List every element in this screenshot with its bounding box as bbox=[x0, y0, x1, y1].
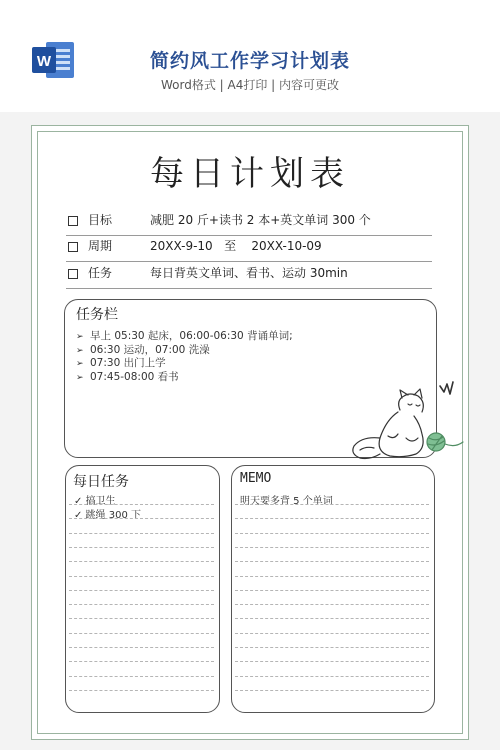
writing-line bbox=[69, 504, 214, 505]
memo-title: MEMO bbox=[240, 471, 272, 486]
writing-line bbox=[235, 633, 429, 634]
list-item: ➢ 07:45-08:00 看书 bbox=[76, 371, 293, 385]
task-panel-title: 任务栏 bbox=[76, 307, 118, 323]
writing-line bbox=[235, 604, 429, 605]
task-list bbox=[76, 330, 293, 384]
writing-line bbox=[69, 647, 214, 648]
arrow-bullet-icon: ➢ bbox=[76, 332, 84, 342]
header-subtitle: Word格式 | A4打印 | 内容可更改 bbox=[160, 78, 340, 92]
writing-line bbox=[235, 647, 429, 648]
info-value: 每日背英文单词、看书、运动 30min bbox=[150, 266, 348, 280]
writing-line bbox=[235, 518, 429, 519]
list-item: 明天要多背 5 个单词 bbox=[240, 496, 333, 507]
writing-line bbox=[235, 661, 429, 662]
writing-line bbox=[235, 504, 429, 505]
checkbox-icon[interactable] bbox=[68, 242, 78, 252]
info-row-goal bbox=[66, 209, 432, 236]
writing-line bbox=[235, 590, 429, 591]
writing-line bbox=[69, 576, 214, 577]
writing-line bbox=[235, 618, 429, 619]
info-value: 减肥 20 斤+读书 2 本+英文单词 300 个 bbox=[150, 213, 371, 227]
page-header bbox=[0, 0, 500, 112]
writing-line bbox=[235, 576, 429, 577]
writing-line bbox=[69, 618, 214, 619]
checkbox-icon[interactable] bbox=[68, 269, 78, 279]
info-row-period bbox=[66, 235, 432, 262]
header-title: 简约风工作学习计划表 bbox=[149, 50, 350, 72]
writing-line bbox=[69, 690, 214, 691]
check-icon: ✓ bbox=[74, 496, 86, 507]
writing-line bbox=[69, 547, 214, 548]
info-value: 20XX-9-10 至 20XX-10-09 bbox=[150, 239, 322, 253]
arrow-bullet-icon: ➢ bbox=[76, 359, 84, 369]
writing-line bbox=[69, 590, 214, 591]
cat-illustration-icon bbox=[348, 376, 468, 466]
list-item: ➢ 06:30 运动，07:00 洗澡 bbox=[76, 344, 293, 358]
list-item: ➢ 07:30 出门上学 bbox=[76, 357, 293, 371]
writing-line bbox=[69, 661, 214, 662]
writing-line bbox=[235, 690, 429, 691]
daily-tasks-title: 每日任务 bbox=[73, 474, 129, 490]
writing-line bbox=[69, 518, 214, 519]
writing-line bbox=[69, 676, 214, 677]
checkbox-icon[interactable] bbox=[68, 216, 78, 226]
check-icon: ✓ bbox=[74, 510, 86, 521]
writing-line bbox=[235, 533, 429, 534]
list-item: ✓ 搞卫生 bbox=[74, 496, 116, 507]
writing-line bbox=[69, 561, 214, 562]
writing-line bbox=[235, 561, 429, 562]
list-item: ➢ 早上 05:30 起床，06:00-06:30 背诵单词; bbox=[76, 330, 293, 344]
arrow-bullet-icon: ➢ bbox=[76, 372, 84, 383]
list-item: ✓ 跳绳 300 下 bbox=[74, 510, 142, 521]
arrow-bullet-icon: ➢ bbox=[76, 345, 84, 356]
writing-line bbox=[235, 547, 429, 548]
writing-line bbox=[69, 533, 214, 534]
writing-line bbox=[69, 633, 214, 634]
document-title: 每日计划表 bbox=[150, 154, 350, 194]
info-label: 目标 bbox=[88, 213, 113, 227]
writing-line bbox=[69, 604, 214, 605]
info-row-task bbox=[66, 262, 432, 289]
writing-line bbox=[235, 676, 429, 677]
svg-text:W: W bbox=[36, 53, 52, 70]
info-label: 周期 bbox=[88, 239, 113, 253]
info-label: 任务 bbox=[88, 266, 113, 280]
